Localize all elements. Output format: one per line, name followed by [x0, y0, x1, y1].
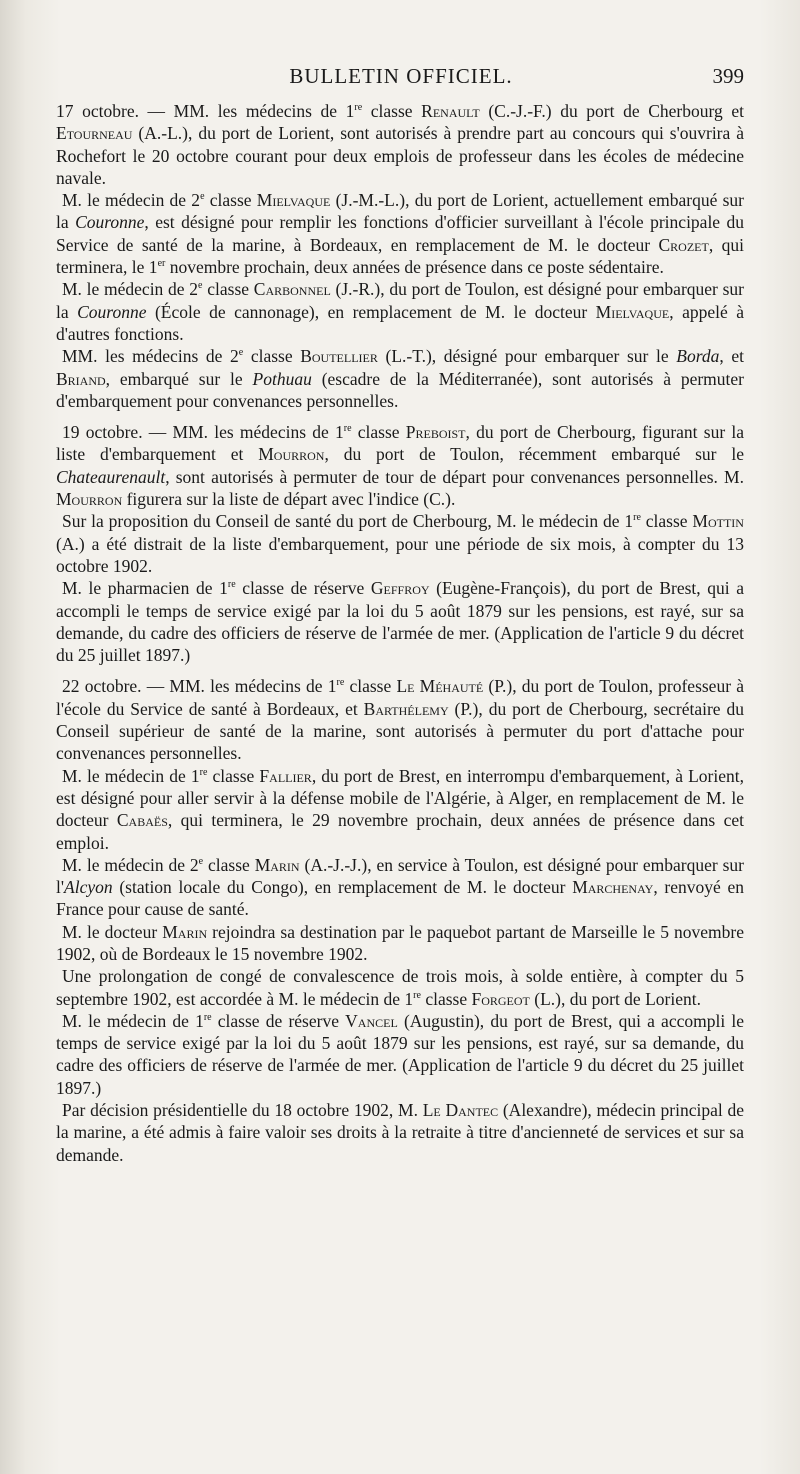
person-name: Barthélemy — [363, 698, 449, 719]
text-run: classe — [204, 190, 257, 211]
text-run: (Alexandre), médecin principal de la marine, a été admis à faire valoir ses droits à la retraite à titre d'ancienneté de services et sur sa demande. — [56, 1100, 745, 1165]
paragraph — [56, 577, 744, 666]
text-run: figurera sur la liste de départ avec l'indice (C.). — [122, 489, 456, 510]
person-name: Crozet — [658, 234, 709, 255]
paragraph — [56, 1099, 744, 1166]
person-name: Mourron — [56, 489, 123, 510]
paragraph — [56, 965, 744, 1010]
ship-name: Borda — [676, 346, 720, 367]
text-run: classe — [640, 511, 693, 532]
text-run: M. le docteur — [62, 921, 163, 942]
text-run: (P.), du port de Toulon, professeur à l'école du Service de santé à Bordeaux, et — [56, 676, 744, 719]
person-name: Boutellier — [300, 346, 378, 367]
person-name: Mielvaque — [256, 190, 331, 211]
person-name: Le Dantec — [422, 1100, 499, 1121]
text-run: , et — [719, 346, 744, 367]
text-run: Sur la proposition du Conseil de santé du port de Cherbourg, M. le médecin de 1 — [62, 511, 634, 532]
running-header — [58, 60, 744, 94]
person-name: Geffroy — [370, 578, 430, 599]
ship-name: Chateaurenault — [56, 466, 166, 487]
text-run: , embarqué sur le — [105, 368, 253, 389]
ordinal-superscript: er — [157, 258, 166, 270]
paragraph — [56, 1010, 744, 1099]
paragraph — [56, 421, 744, 510]
person-name: Vancel — [345, 1010, 398, 1031]
text-run: , qui terminera, le 29 novembre prochain, deux années de présence dans cet emploi. — [56, 810, 745, 853]
text-run: M. le pharmacien de 1 — [62, 578, 228, 599]
section-gap — [56, 666, 744, 675]
text-run: (J.-R.), du port de Toulon, est désigné pour embarquer sur la — [56, 279, 744, 322]
ship-name: Couronne — [77, 301, 147, 322]
text-run: classe de réserve — [235, 578, 371, 599]
text-run: (A.-J.-J.), en service à Toulon, est désigné pour embarquer sur l' — [56, 854, 744, 898]
text-run: (escadre de la Méditerranée), sont autorisés à permuter d'embarquement pour convenances personnelles. — [56, 368, 744, 411]
paragraph — [56, 854, 744, 921]
text-run: M. le médecin de 1 — [62, 1010, 204, 1031]
ordinal-superscript: e — [198, 855, 204, 867]
ordinal-superscript: re — [354, 102, 363, 114]
paragraph — [56, 510, 744, 577]
ordinal-superscript: re — [633, 512, 641, 524]
ordinal-superscript: e — [198, 280, 203, 292]
text-run: (C.-J.-F.) du port de Cherbourg et — [479, 101, 744, 121]
ordinal-superscript: e — [200, 191, 205, 203]
text-run: , du port de Brest, en interrompu d'embarquement, à Lorient, est désigné pour aller servir à la défense mobile de l'Algérie, à Alger, en remplacement de M. le docteur — [56, 765, 744, 831]
paragraph — [56, 765, 744, 854]
person-name: Renault — [421, 101, 480, 121]
text-run: Par décision présidentielle du 18 octobre 1902, M. — [62, 1100, 423, 1121]
person-name: Cabaës — [116, 810, 168, 831]
person-name: Mottin — [692, 511, 744, 532]
text-run: 17 octobre. — MM. les médecins de 1 — [56, 101, 355, 121]
text-run: , est désigné pour remplir les fonctions d'officier surveillant à l'école principale du Service de santé de la marine, à Bordeaux, en remplacement de M. le docteur — [56, 212, 744, 255]
text-run: (A.) a été distrait de la liste d'embarquement, pour une période de six mois, à compter du 13 octobre 1902. — [56, 533, 744, 576]
paragraph — [56, 921, 744, 966]
paragraph — [56, 675, 744, 764]
ordinal-superscript: re — [199, 766, 208, 778]
text-run: (A.-L.), du port de Lorient, sont autorisés à prendre part au concours qui s'ouvrira à Rochefort le 20 octobre courant pour deux emplois de professeur dans les écoles de médecine navale. — [56, 123, 744, 188]
text-run: , appelé à d'autres fonctions. — [56, 301, 744, 344]
paragraph — [56, 278, 744, 345]
text-run: (Eugène-François), du port de Brest, qui a accompli le temps de service exigé par la loi du 5 août 1879 sur les pensions, est rayé, sur sa demande, du cadre des officiers de réserve de l'armée de mer. (Application de l'article 9 du décret du 25 juillet 1897.) — [56, 578, 744, 666]
text-run: (J.-M.-L.), du port de Lorient, actuellement embarqué sur la — [56, 190, 744, 233]
text-run: , sont autorisés à permuter de tour de départ pour convenances personnelles. M. — [165, 466, 744, 487]
text-run: (L.), du port de Lorient. — [529, 988, 701, 1009]
text-run: , du port de Cherbourg, figurant sur la liste d'embarquement et — [56, 422, 745, 465]
paragraph — [56, 189, 744, 278]
ordinal-superscript: re — [203, 1012, 212, 1024]
person-name: Marin — [254, 854, 300, 875]
text-run: rejoindra sa destination par le paquebot partant de Marseille le 5 novembre 1902, où de Bordeaux le 15 novembre 1902. — [56, 921, 744, 964]
text-run: M. le médecin de 2 — [62, 279, 199, 300]
text-run: M. le médecin de 1 — [62, 765, 200, 786]
text-run: classe — [362, 101, 422, 121]
person-name: Mielvaque — [595, 301, 670, 322]
ship-name: Pothuau — [252, 368, 312, 389]
ordinal-superscript: re — [413, 989, 421, 1001]
person-name: Briand — [56, 368, 106, 389]
text-run: classe — [344, 676, 397, 697]
person-name: Mourron — [258, 444, 325, 465]
text-run: , qui terminera, le 1 — [56, 234, 744, 278]
text-run: M. le médecin de 2 — [62, 190, 201, 211]
ordinal-superscript: re — [336, 677, 345, 689]
text-run: classe — [351, 422, 406, 443]
person-name: Preboist — [405, 422, 466, 443]
person-name: Forgeot — [471, 988, 530, 1009]
text-run: classe — [207, 765, 260, 786]
text-run: classe — [203, 854, 255, 875]
running-title: BULLETIN OFFICIEL. — [289, 64, 513, 88]
ship-name: Couronne — [75, 212, 145, 233]
paragraph — [56, 100, 744, 189]
document-body — [56, 100, 744, 1166]
text-run: novembre prochain, deux années de présence dans ce poste sédentaire. — [165, 257, 664, 278]
ship-name: Alcyon — [64, 877, 113, 898]
text-run: , renvoyé en France pour cause de santé. — [56, 877, 744, 920]
text-run: (L.-T.), désigné pour embarquer sur le — [377, 346, 677, 367]
page-number: 399 — [712, 64, 744, 88]
person-name: Marchenay — [572, 877, 654, 898]
ordinal-superscript: re — [227, 579, 236, 591]
text-run: (Augustin), du port de Brest, qui a accompli le temps de service exigé par la loi du 5 août 1879 sur les pensions, est rayé, sur sa demande, du cadre des officiers de réserve de l'armée de mer. (Application de l'article 9 du décret du 25 juillet 1897.) — [56, 1010, 744, 1098]
person-name: Fallier — [259, 765, 312, 786]
paragraph — [56, 345, 744, 412]
ordinal-superscript: e — [238, 347, 244, 359]
text-run: 19 octobre. — MM. les médecins de 1 — [62, 422, 344, 443]
text-run: 22 octobre. — MM. les médecins de 1 — [62, 676, 337, 697]
text-run: classe — [202, 279, 254, 300]
text-run: Une prolongation de congé de convalescence de trois mois, à solde entière, à compter du 5 septembre 1902, est accordée à M. le médecin de 1 — [56, 966, 744, 1009]
text-run: (station locale du Congo), en remplacement de M. le docteur — [112, 877, 573, 898]
person-name: Etourneau — [56, 123, 133, 144]
text-run: classe — [420, 988, 472, 1009]
text-run: MM. les médecins de 2 — [62, 346, 239, 367]
text-run: classe — [243, 346, 301, 367]
text-run: classe de réserve — [211, 1010, 346, 1031]
text-run: M. le médecin de 2 — [62, 854, 199, 875]
section-gap — [56, 412, 744, 421]
text-run: (École de cannonage), en remplacement de M. le docteur — [146, 301, 596, 322]
person-name: Le Méhauté — [396, 676, 484, 697]
person-name: Carbonnel — [253, 279, 331, 300]
ordinal-superscript: re — [343, 423, 352, 435]
text-run: , du port de Toulon, récemment embarqué sur le — [324, 444, 744, 465]
text-run: (P.), du port de Cherbourg, secrétaire du Conseil supérieur de santé de la marine, sont autorisés à permuter du port d'attache pour convenances personnelles. — [56, 698, 745, 764]
person-name: Marin — [162, 921, 208, 942]
